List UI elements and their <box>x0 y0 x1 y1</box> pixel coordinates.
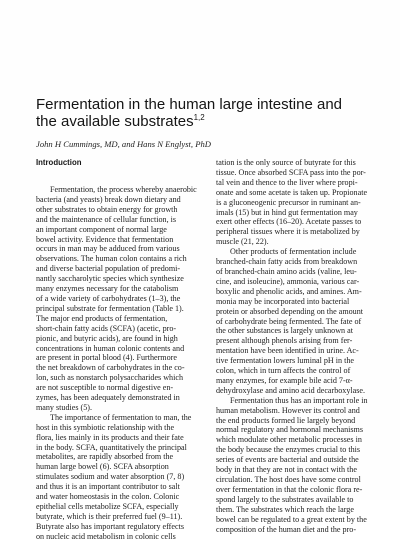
text-line: short-chain fatty acids (SCFA) (acetic, pro- <box>36 323 177 333</box>
text-line: them. The substrates which reach the large <box>216 504 354 514</box>
text-line: human metabolism. However its control and <box>216 405 360 415</box>
title-footnote-marker: 1,2 <box>193 113 205 122</box>
right-column <box>216 158 394 534</box>
text-line: bacteria (and yeasts) break down dietary and <box>36 194 181 204</box>
text-line: boxylic and phenolic acids, and amines. Am- <box>216 286 362 296</box>
text-line: muscle (21, 22). <box>216 237 269 247</box>
text-line: colon, which in turn affects the control of <box>216 366 351 376</box>
text-line: monia may be incorporated into bacterial <box>216 296 350 306</box>
text-line: exert other effects (16–20). Acetate passes to <box>216 217 362 227</box>
text-line: pionic, and butyric acids), are found in high <box>36 333 178 343</box>
text-line: and diverse bacterial population of predomi- <box>36 264 181 274</box>
text-line: the end products formed lie largely beyond <box>216 415 356 425</box>
left-column <box>36 158 214 542</box>
body-paragraph <box>36 185 214 413</box>
text-line: peripheral tissues where it is metabolized by <box>216 227 360 237</box>
text-line: composition of the human diet and the pro- <box>216 524 357 534</box>
text-line: mentation have been identified in urine. Ac- <box>216 346 359 356</box>
text-line: tissue. Once absorbed SCFA pass into the por- <box>216 167 366 177</box>
text-line: cine, and isoleucine), ammonia, various car- <box>216 276 360 286</box>
text-line: nantly saccharolytic species which synthesize <box>36 274 184 284</box>
text-line: concentrations in human colonic contents and <box>36 343 185 353</box>
text-line: in the body. SCFA, quantitatively the principal <box>36 442 187 452</box>
text-line: the net breakdown of carbohydrates in the co- <box>36 363 185 373</box>
text-line: epithelial cells metabolize SCFA, especially <box>36 502 179 511</box>
text-line: The major end products of fermentation, <box>36 313 168 323</box>
text-line: and water homeostasis in the colon. Colonic <box>36 492 180 502</box>
text-line: over fermentation in that the colonic flora re- <box>216 484 363 494</box>
text-line: tal vein and thence to the liver where propi- <box>216 177 358 187</box>
text-line: protein or absorbed depending on the amount <box>216 306 363 316</box>
text-line: principal substrate for fermentation (Table 1). <box>36 303 184 313</box>
text-line: Fermentation, the process whereby anaerobic <box>50 185 197 194</box>
text-line: zymes, has been adequately demonstrated in <box>36 393 180 403</box>
text-line: The importance of fermentation to man, the <box>50 412 192 422</box>
text-line: body in that they are not in contact with the <box>216 465 357 475</box>
text-line: other substrates to obtain energy for growth <box>36 204 178 214</box>
body-paragraph <box>216 247 394 396</box>
text-line: on nucleic acid metabolism in colonic cells <box>36 531 176 541</box>
text-line: lon, such as nonstarch polysaccharides which <box>36 373 183 383</box>
text-line: the body because the enzymes crucial to this <box>216 445 361 455</box>
text-line: flora, lies mainly in its products and their fate <box>36 432 184 442</box>
text-line: observations. The human colon contains a rich <box>36 254 187 264</box>
article-title-text: Fermentation in the human large intestine and the available substrates <box>36 96 343 130</box>
text-line: many enzymes, for example bile acid 7-α- <box>216 375 353 385</box>
article-title <box>36 96 366 130</box>
text-line: of branched-chain amino acids (valine, leu- <box>216 266 357 276</box>
text-line: dehydroxylase and amino acid decarboxylase. <box>216 385 366 395</box>
text-line: an important component of normal large <box>36 224 167 234</box>
text-line: and the maintenance of cellular function, is <box>36 214 177 224</box>
text-line: present although phenols arising from fer- <box>216 336 353 346</box>
text-line: Butyrate also has important regulatory effects <box>36 521 184 531</box>
text-line: butyrate, which is their preferred fuel (9–11). <box>36 511 183 521</box>
text-line: many enzymes necessary for the catabolism <box>36 284 179 294</box>
text-line: metabolites, are rapidly absorbed from the <box>36 452 174 462</box>
text-line: and thus it is an important contributor to salt <box>36 482 180 492</box>
text-line: are present in portal blood (4). Furthermore <box>36 353 177 363</box>
text-line: which modulate other metabolic processes in <box>216 435 362 445</box>
text-line: imals (15) but in hind gut fermentation may <box>216 207 358 217</box>
text-line: are not susceptible to normal digestive en- <box>36 383 174 393</box>
text-line: bowel can be regulated to a great extent by the <box>216 514 367 524</box>
text-line: human large bowel (6). SCFA absorption <box>36 462 169 472</box>
section-heading-introduction: Introduction <box>36 158 82 167</box>
text-line: circulation. The host does have some control <box>216 475 361 484</box>
text-line: tive fermentation lowers luminal pH in the <box>216 356 355 366</box>
text-line: many studies (5). <box>36 402 92 412</box>
text-line: tation is the only source of butyrate for this <box>216 158 356 167</box>
text-line: Fermentation thus has an important role in <box>230 395 368 405</box>
body-paragraph <box>216 396 394 535</box>
text-line: is a gluconeogenic precursor in ruminant an- <box>216 197 361 207</box>
text-line: Other products of fermentation include <box>230 247 357 257</box>
text-line: occurs in man may be adduced from various <box>36 244 180 254</box>
body-paragraph <box>36 413 214 542</box>
text-line: normal regulatory and hormonal mechanisms <box>216 425 363 435</box>
text-line: bowel activity. Evidence that fermentation <box>36 234 174 244</box>
text-line: the other substances is largely unknown at <box>216 326 353 336</box>
text-line: host in this symbiotic relationship with the <box>36 422 175 432</box>
text-line: stimulates sodium and water absorption (7, 8) <box>36 472 185 482</box>
text-line: onate and some acetate is taken up. Propionate <box>216 187 368 197</box>
body-paragraph <box>216 158 394 247</box>
text-line: of a wide variety of carbohydrates (1–3), the <box>36 293 181 303</box>
text-line: of carbohydrate being fermented. The fate of <box>216 316 362 326</box>
text-line: branched-chain fatty acids from breakdown <box>216 257 358 267</box>
text-line: series of events are bacterial and outside the <box>216 455 359 465</box>
text-line: spond largely to the substrates available to <box>216 494 354 504</box>
article-authors: John H Cummings, MD, and Hans N Englyst, PhD <box>36 139 211 149</box>
